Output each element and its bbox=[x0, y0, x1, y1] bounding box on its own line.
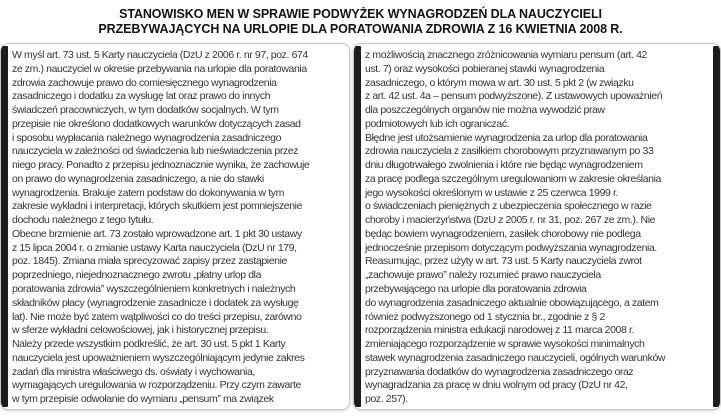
text-line: przepisie nie określono dodatkowych warunków dotyczących zasad bbox=[12, 117, 301, 130]
text-line: składników płacy (wynagrodzenie zasadnicze i dodatek za wysługę bbox=[12, 296, 299, 309]
text-line: zakresie wykładni i interpretacji, których skutkiem jest pomniejszenie bbox=[12, 200, 303, 213]
text-line: do wynagrodzenia zasadniczego aktualnie obowiązującego, a zatem bbox=[365, 296, 659, 309]
text-line: z 15 lipca 2004 r. o zmianie ustawy Karta nauczyciela (DzU nr 179, bbox=[12, 241, 297, 254]
text-line: „zachowuje prawo” należy rozumieć prawo nauczyciela bbox=[365, 269, 601, 282]
title-line-1: STANOWISKO MEN W SPRAWIE PODWYŻEK WYNAGRODZEŃ DLA NAUCZYCIELI bbox=[119, 7, 602, 21]
text-line: poprzedniego, niejednoznacznego zwrotu „płatny urlop dla bbox=[12, 269, 262, 282]
text-line: dla poszczególnych organów nie można wywodzić praw bbox=[365, 104, 605, 117]
text-line: z możliwością znacznego zróżnicowania wymiaru pensum (art. 42 bbox=[365, 49, 647, 61]
text-line: stawek wynagrodzenia zasadniczego nauczycieli, ogólnych warunków bbox=[365, 351, 666, 364]
text-line: zadań dla ministra właściwego ds. oświaty i wychowania, bbox=[12, 365, 255, 378]
text-line: nauczyciela w zależności od świadczenia lub nieświadczenia przez bbox=[12, 145, 299, 158]
right-text-box bbox=[353, 43, 721, 410]
right-edge-bar bbox=[713, 46, 720, 407]
text-line: zasadniczego, o którym mowa w art. 30 ust. 5 pkt 2 (w związku bbox=[365, 76, 634, 89]
text-line: w sferze wykładni celowościowej, jak i historycznej przepisu. bbox=[12, 324, 269, 337]
text-line: Należy przede wszystkim podkreślić, że art. 30 ust. 5 pkt 1 Karty bbox=[12, 338, 286, 351]
text-line: przyznawania dodatków do wynagrodzenia zasadniczego oraz bbox=[365, 365, 634, 378]
text-line: za pracę podlega szczególnym uregulowaniom w zakresie określania bbox=[365, 172, 661, 185]
text-line: on prawo do wynagrodzenia zasadniczego, a nie do stawki bbox=[12, 172, 264, 185]
text-line: poratowania zdrowia” wyszczególnieniem konkretnych i należnych bbox=[12, 283, 296, 296]
text-line: poz. 1845). Zmiana miała sprecyzować zapisy przez zastąpienie bbox=[12, 255, 287, 268]
left-column-text bbox=[8, 44, 349, 409]
text-line: dniu długotrwałego zwolnienia i które nie będąc wynagrodzeniem bbox=[365, 159, 643, 172]
text-line: lat). Nie może być zatem wątpliwości co do treści przepisu, zarówno bbox=[12, 310, 302, 323]
text-line: Błędne jest utożsamienie wynagrodzenia za urlop dla poratowania bbox=[365, 131, 648, 144]
text-line: wynagrodzenia. Brakuje zatem podstaw do dokonywania w tym bbox=[12, 186, 284, 199]
text-line: zasadniczego i dodatku za wysługę lat oraz prawo do innych bbox=[12, 90, 271, 103]
left-text-box bbox=[0, 43, 350, 410]
text-line: przebywającego na urlopie dla poratowania zdrowia bbox=[365, 283, 587, 296]
text-line: poz. 257). bbox=[365, 393, 408, 406]
text-line: choroby i macierzyństwa (DzU z 2005 r. nr 31, poz. 267 ze zm.). Nie bbox=[365, 214, 656, 227]
text-line: zmieniającego rozporządzenie w sprawie wysokości minimalnych bbox=[365, 338, 645, 351]
text-line: będąc bowiem wynagrodzeniem, zasiłek chorobowy nie podlega bbox=[365, 227, 641, 240]
text-line: podmiotowych lub ich ograniczać. bbox=[365, 117, 510, 130]
text-line: W myśl art. 73 ust. 5 Karty nauczyciela (DzU z 2006 r. nr 97, poz. 674 bbox=[12, 49, 308, 61]
text-line: w tym przepisie odwołanie do wymiaru „pensum” ma związek bbox=[12, 393, 274, 406]
column-divider-bar bbox=[354, 46, 361, 407]
text-line: świadczeń pracowniczych, w tym dodatków socjalnych. W tym bbox=[12, 104, 279, 117]
title-line-2: PRZEBYWAJĄCYCH NA URLOPIE DLA PORATOWANIA ZDROWIA Z 16 KWIETNIA 2008 R. bbox=[98, 22, 623, 36]
text-line: Obecne brzmienie art. 73 zostało wprowadzone art. 1 pkt 30 ustawy bbox=[12, 227, 302, 240]
text-line: ust. 7) oraz wysokości pobieranej stawki wynagrodzenia bbox=[365, 62, 605, 75]
left-edge-bar bbox=[1, 46, 8, 407]
right-column-text bbox=[361, 44, 713, 409]
text-line: wynagradzania za pracę w dniu wolnym od pracy (DzU nr 42, bbox=[365, 379, 628, 392]
text-line: wymagających uregulowania w rozporządzeniu. Przy czym zawarte bbox=[12, 379, 301, 392]
text-line: z art. 42 ust. 4a – pensum podwyższone). Z ustawowych upoważnień bbox=[365, 90, 663, 103]
content-area bbox=[0, 43, 721, 410]
text-line: rozporządzenia ministra edukacji narodowej z 11 marca 2008 r. bbox=[365, 324, 634, 337]
text-line: Reasumując, przez użyty w art. 73 ust. 5 Karty nauczyciela zwrot bbox=[365, 255, 642, 268]
text-line: nauczyciela jest upoważnieniem wyszczególniającym jedynie zakres bbox=[12, 351, 305, 364]
text-line: jego wysokości określonym w ustawie z 25 czerwca 1999 r. bbox=[365, 186, 619, 199]
text-line: również podwyższonego od 1 stycznia br., zgodnie z § 2 bbox=[365, 310, 605, 323]
text-line: i sposobu wypłacania należnego wynagrodzenia zasadniczego bbox=[12, 131, 282, 144]
text-line: niego pracy. Ponadto z przepisu jednoznacznie wynika, że zachowuje bbox=[12, 159, 310, 172]
text-line: dochodu należnego z tego tytułu. bbox=[12, 214, 154, 227]
text-line: ze zm.) nauczyciel w okresie przebywania na urlopie dla poratowania bbox=[12, 62, 307, 75]
page-title bbox=[0, 0, 721, 37]
text-line: o świadczeniach pieniężnych z ubezpieczenia społecznego w razie bbox=[365, 200, 652, 213]
text-line: jednocześnie przepisom dotyczącym podwyższania wynagrodzenia. bbox=[365, 241, 657, 254]
text-line: zdrowia nauczyciela z zasiłkiem chorobowym przyznawanym po 33 bbox=[365, 145, 654, 158]
text-line: zdrowia zachowuje prawo do comiesięcznego wynagrodzenia bbox=[12, 76, 277, 89]
